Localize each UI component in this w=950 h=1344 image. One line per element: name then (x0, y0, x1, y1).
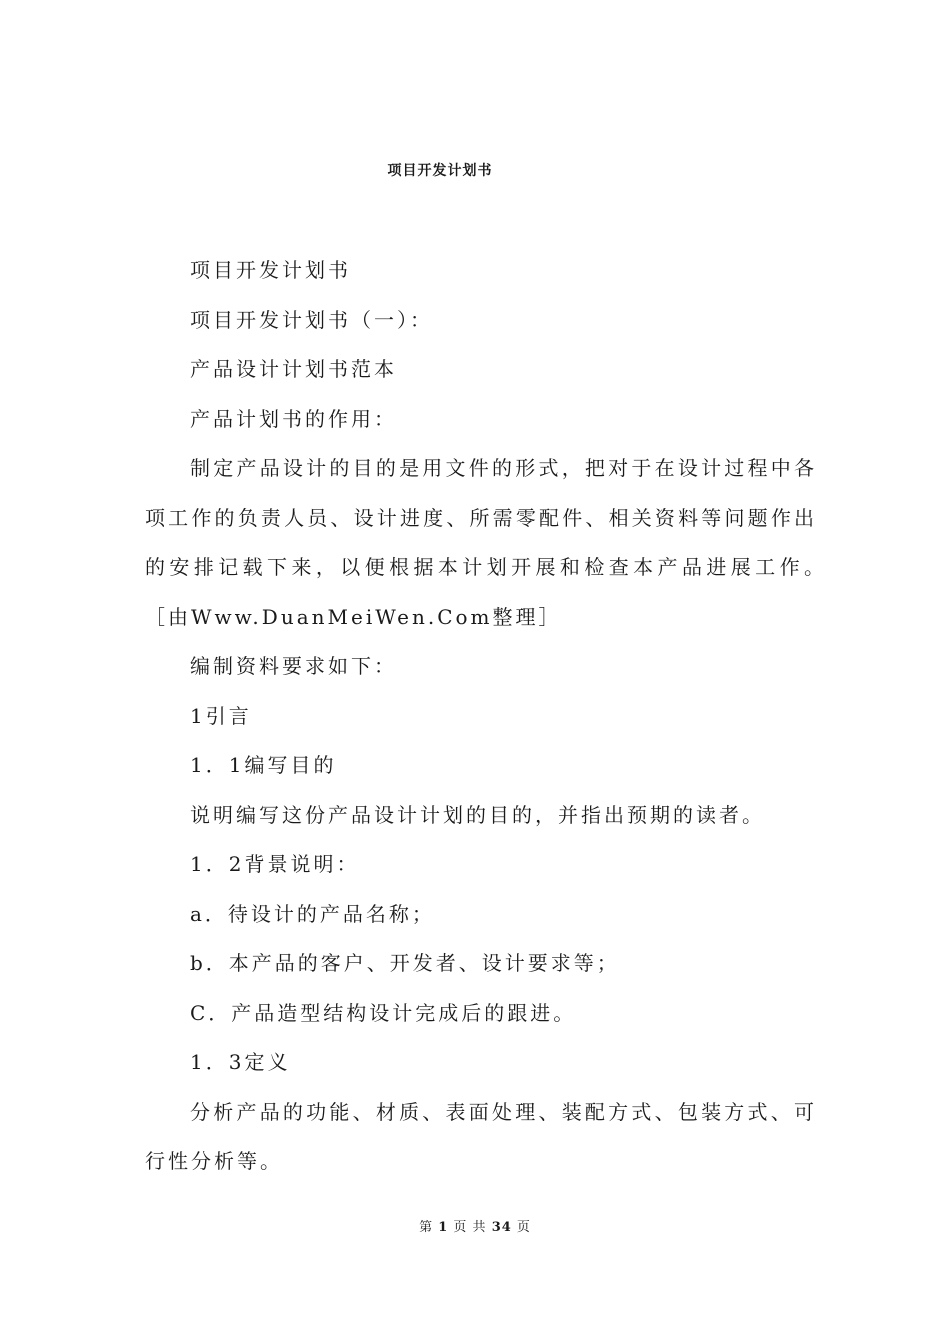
document-body (145, 246, 840, 1187)
paragraph: 产品设计计划书范本 (190, 357, 397, 381)
paragraph: 项目开发计划书（一）： (190, 307, 433, 332)
paragraph: 分析产品的功能、材质、表面处理、装配方式、包装方式、可行性分析等。 (145, 1099, 817, 1173)
paragraph: 项目开发计划书 (190, 258, 351, 282)
paragraph: 1引言 (190, 703, 252, 728)
page-number: 1 (438, 1220, 449, 1235)
document-title: 项目开发计划书 (387, 163, 493, 179)
paragraph: 1．1编写目的 (190, 753, 337, 777)
paragraph: 1．2背景说明： (190, 852, 360, 876)
footer-middle: 页 共 (453, 1220, 487, 1235)
total-pages: 34 (491, 1220, 512, 1235)
paragraph: b．本产品的客户、开发者、设计要求等； (190, 951, 620, 975)
paragraph: 1．3定义 (190, 1050, 291, 1074)
paragraph: 产品计划书的作用： (190, 406, 397, 431)
page-footer (0, 1216, 950, 1235)
paragraph: 编制资料要求如下： (190, 654, 397, 678)
footer-suffix: 页 (516, 1220, 531, 1235)
paragraph: a．待设计的产品名称； (190, 901, 435, 926)
paragraph: 制定产品设计的目的是用文件的形式，把对于在设计过程中各项工作的负责人员、设计进度、所需零配件、相关资料等问题作出的安排记载下来，以便根据本计划开展和检查本产品进展工作。 ［由Www.DuanMeiWen.Com整理］ (145, 456, 840, 629)
footer-prefix: 第 (419, 1220, 434, 1235)
paragraph: C．产品造型结构设计完成后的跟进。 (190, 1000, 577, 1025)
paragraph: 说明编写这份产品设计计划的目的，并指出预期的读者。 (190, 802, 765, 827)
